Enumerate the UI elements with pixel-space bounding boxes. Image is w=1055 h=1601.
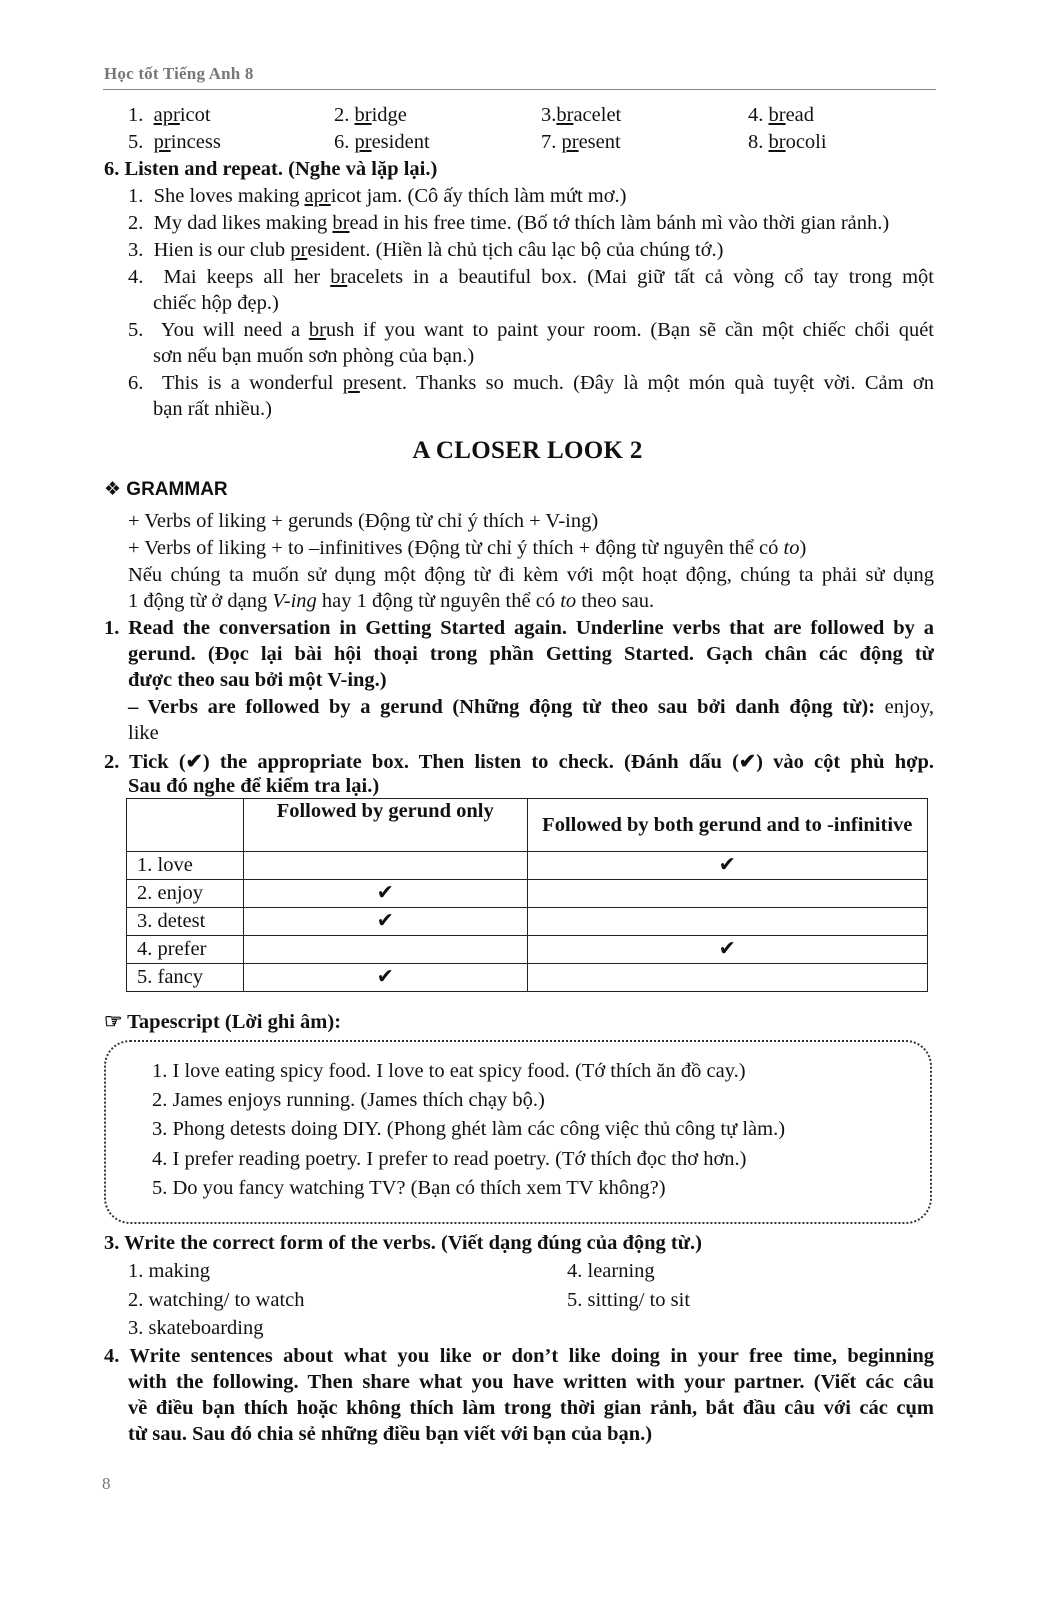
exercise-4-heading: từ sau. Sau đó chia sẻ những điều bạn viết với bạn của bạn.) bbox=[128, 1423, 653, 1445]
exercise-1-answer: – Verbs are followed by a gerund (Những động từ theo sau bởi danh động từ): enjoy, bbox=[128, 696, 934, 718]
word-item: 7. present bbox=[541, 131, 621, 153]
table-row bbox=[127, 936, 928, 964]
table-row bbox=[127, 852, 928, 880]
check-cell: ✔ bbox=[527, 852, 927, 880]
section-title: A CLOSER LOOK 2 bbox=[412, 437, 643, 464]
check-cell bbox=[527, 964, 927, 992]
check-cell: ✔ bbox=[243, 880, 527, 908]
verb-cell: 2. enjoy bbox=[127, 880, 244, 908]
grammar-heading: ❖ GRAMMAR bbox=[104, 479, 228, 500]
exercise-1-heading: 1. Read the conversation in Getting Started again. Underline verbs that are followed by a bbox=[104, 617, 934, 639]
sentence-item: 3. Hien is our club president. (Hiền là chủ tịch câu lạc bộ của chúng tớ.) bbox=[128, 239, 724, 261]
exercise-2-heading: 2. Tick (✔) the appropriate box. Then listen to check. (Đánh dấu (✔) vào cột phù hợp. bbox=[104, 751, 934, 773]
sentence-item: 5. You will need a brush if you want to paint your room. (Bạn sẽ cần một chiếc chổi quét bbox=[128, 319, 934, 341]
check-cell bbox=[527, 880, 927, 908]
word-item: 3.bracelet bbox=[541, 104, 622, 126]
check-cell: ✔ bbox=[243, 908, 527, 936]
exercise-4-heading: with the following. Then share what you have written with your partner. (Viết các câu bbox=[128, 1371, 934, 1393]
check-cell: ✔ bbox=[243, 964, 527, 992]
exercise-6-heading: 6. Listen and repeat. (Nghe và lặp lại.) bbox=[104, 158, 438, 180]
sentence-item: 1. She loves making apricot jam. (Cô ấy thích làm mứt mơ.) bbox=[128, 185, 627, 207]
tapescript-item: 3. Phong detests doing DIY. (Phong ghét làm các công việc thủ công tự làm.) bbox=[152, 1118, 786, 1140]
check-cell: ✔ bbox=[527, 936, 927, 964]
sentence-item: 6. This is a wonderful present. Thanks so much. (Đây là một món quà tuyệt vời. Cảm ơn bbox=[128, 372, 934, 394]
page-number: 8 bbox=[102, 1474, 111, 1493]
tapescript-item: 4. I prefer reading poetry. I prefer to read poetry. (Tớ thích đọc thơ hơn.) bbox=[152, 1148, 747, 1170]
verb-cell: 4. prefer bbox=[127, 936, 244, 964]
table-header-cell: Followed by both gerund and to -infinitive bbox=[527, 799, 927, 852]
table-header-cell bbox=[127, 799, 244, 852]
answer-item: 5. sitting/ to sit bbox=[567, 1289, 691, 1311]
word-item: 1. apricot bbox=[128, 104, 211, 126]
exercise-4-heading: về điều bạn thích hoặc không thích làm trong thời gian rảnh, bắt đầu câu với các cụm bbox=[128, 1397, 934, 1419]
answer-table bbox=[126, 798, 928, 992]
header-rule bbox=[103, 89, 936, 90]
exercise-1-heading: được theo sau bởi một V-ing.) bbox=[128, 669, 387, 691]
word-item: 5. princess bbox=[128, 131, 221, 153]
tapescript-heading: ☞ Tapescript (Lời ghi âm): bbox=[104, 1011, 342, 1033]
check-cell bbox=[527, 908, 927, 936]
answer-item: 2. watching/ to watch bbox=[128, 1289, 305, 1311]
sentence-item: 4. Mai keeps all her bracelets in a beautiful box. (Mai giữ tất cả vòng cổ tay trong một bbox=[128, 266, 934, 288]
exercise-1-answer: like bbox=[128, 722, 159, 744]
table-row bbox=[127, 908, 928, 936]
running-header: Học tốt Tiếng Anh 8 bbox=[104, 64, 254, 83]
grammar-note: Nếu chúng ta muốn sử dụng một động từ đi kèm với một hoạt động, chúng ta phải sử dụng bbox=[128, 564, 934, 586]
table-row bbox=[127, 880, 928, 908]
verb-cell: 1. love bbox=[127, 852, 244, 880]
word-item: 4. bread bbox=[748, 104, 815, 126]
word-item: 6. president bbox=[334, 131, 430, 153]
check-cell bbox=[243, 852, 527, 880]
tapescript-item: 2. James enjoys running. (James thích chạy bộ.) bbox=[152, 1089, 545, 1111]
sentence-continuation: bạn rất nhiều.) bbox=[153, 398, 272, 420]
sentence-continuation: chiếc hộp đẹp.) bbox=[153, 292, 279, 314]
grammar-note: 1 động từ ở dạng V-ing hay 1 động từ nguyên thể có to theo sau. bbox=[128, 590, 655, 612]
exercise-1-heading: gerund. (Đọc lại bài hội thoại trong phần Getting Started. Gạch chân các động từ bbox=[128, 643, 934, 665]
tapescript-item: 1. I love eating spicy food. I love to eat spicy food. (Tớ thích ăn đồ cay.) bbox=[152, 1060, 746, 1082]
grammar-rule: + Verbs of liking + to –infinitives (Động từ chỉ ý thích + động từ nguyên thể có to) bbox=[128, 537, 807, 559]
tapescript-item: 5. Do you fancy watching TV? (Bạn có thích xem TV không?) bbox=[152, 1177, 666, 1199]
table-header-row bbox=[127, 799, 928, 852]
grammar-rule: + Verbs of liking + gerunds (Động từ chỉ ý thích + V-ing) bbox=[128, 510, 599, 532]
answer-item: 1. making bbox=[128, 1260, 210, 1282]
word-item: 2. bridge bbox=[334, 104, 407, 126]
exercise-2-heading: Sau đó nghe để kiểm tra lại.) bbox=[128, 775, 380, 797]
verb-cell: 3. detest bbox=[127, 908, 244, 936]
exercise-3-heading: 3. Write the correct form of the verbs. (Viết dạng đúng của động từ.) bbox=[104, 1232, 702, 1254]
word-item: 8. brocoli bbox=[748, 131, 827, 153]
table-header-cell: Followed by gerund only bbox=[243, 799, 527, 852]
check-cell bbox=[243, 936, 527, 964]
sentence-continuation: sơn nếu bạn muốn sơn phòng của bạn.) bbox=[153, 345, 475, 367]
exercise-4-heading: 4. Write sentences about what you like or don’t like doing in your free time, beginning bbox=[104, 1345, 934, 1367]
table-row bbox=[127, 964, 928, 992]
verb-cell: 5. fancy bbox=[127, 964, 244, 992]
sentence-item: 2. My dad likes making bread in his free time. (Bố tớ thích làm bánh mì vào thời gian rảnh.) bbox=[128, 212, 890, 234]
answer-item: 4. learning bbox=[567, 1260, 655, 1282]
answer-item: 3. skateboarding bbox=[128, 1317, 264, 1339]
